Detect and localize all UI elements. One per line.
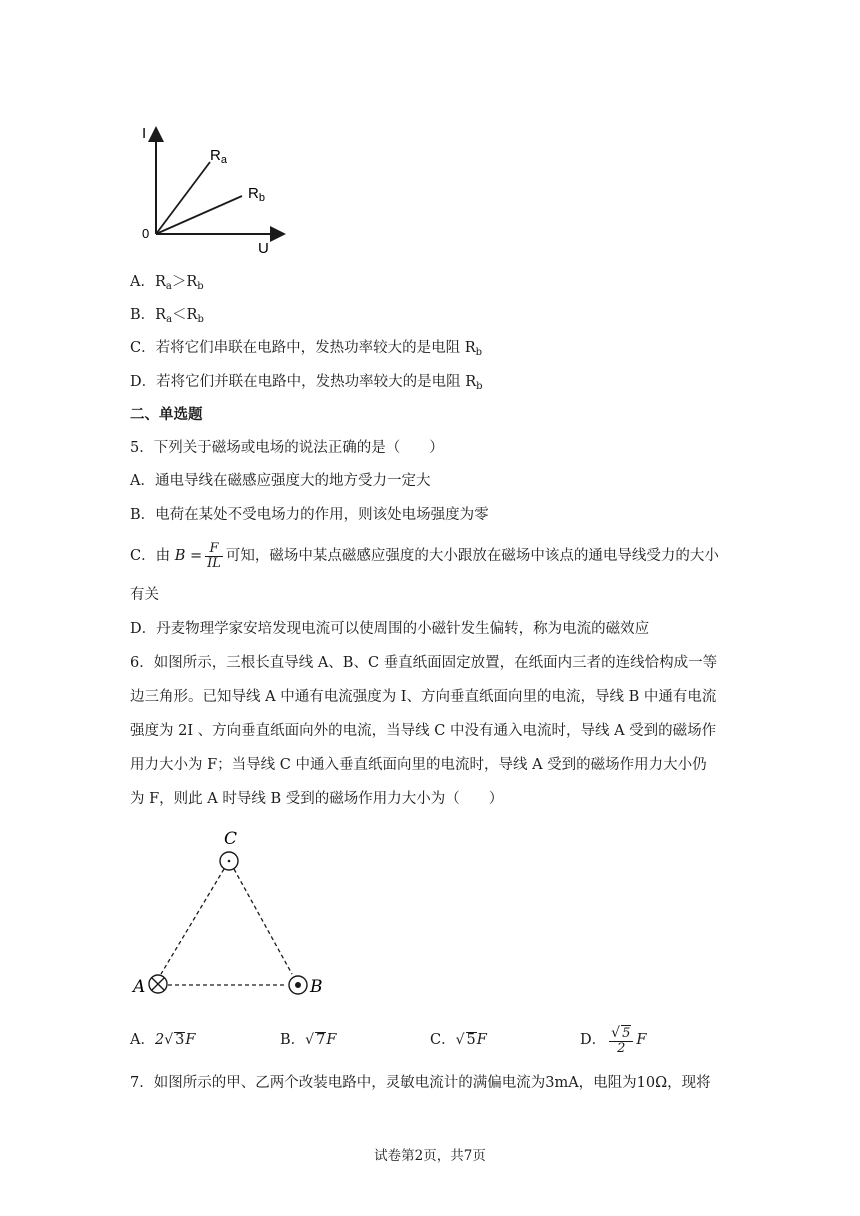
- q4-option-d: D．若将它们并联在电路中，发热功率较大的是电阻 $R_b$: [130, 374, 483, 392]
- section-heading: 二、单选题: [130, 406, 203, 423]
- origin-label: 0: [142, 226, 150, 241]
- wire-triangle-figure: [128, 822, 338, 1002]
- q6-line-1: 6．如图所示，三根长直导线 A、B、C 垂直纸面固定放置，在纸面内三者的连线恰构成一等: [130, 655, 718, 671]
- formula-fraction: $\frac{F}{IL}$: [207, 540, 221, 571]
- q5-option-a: A．通电导线在磁感应强度大的地方受力一定大: [130, 473, 431, 489]
- page-footer: 试卷第2页，共7页: [374, 1148, 486, 1164]
- q4-option-b: B．$R_a<R_b$: [130, 307, 204, 325]
- y-axis-label: I: [142, 125, 147, 142]
- q5-option-c: C．由 B = $\frac{F}{IL}$ 可知，磁场中某点磁感应强度的大小跟放在磁场中该点的通电导线受力的大小: [130, 540, 719, 571]
- q5-stem: 5．下列关于磁场或电场的说法正确的是（ ）: [130, 440, 444, 456]
- wire-b-out-icon: [289, 976, 307, 994]
- q4-option-a: A．$R_a>R_b$: [130, 274, 204, 292]
- iu-graph: [138, 120, 298, 260]
- q6-line-2: 边三角形。已知导线 A 中通有电流强度为 I、方向垂直纸面向里的电流，导线 B 中通有电流: [130, 689, 717, 705]
- line-ra: [156, 162, 210, 234]
- option-d-fraction: $\frac{√ 5}{2}$: [609, 1025, 633, 1056]
- label-b: B: [310, 977, 323, 997]
- q6-option-d: D． $\frac{√ 5}{2}$ F: [580, 1024, 647, 1056]
- ra-label: $R_a$: [210, 147, 227, 166]
- label-a: A: [133, 977, 146, 997]
- q6-option-a: A．2√ 3F: [130, 1032, 196, 1048]
- wire-a-into-icon: [149, 975, 167, 993]
- q4-option-c: C．若将它们串联在电路中，发热功率较大的是电阻 $R_b$: [130, 340, 483, 358]
- wire-c-out-icon: [220, 852, 238, 870]
- q5-option-b: B．电荷在某处不受电场力的作用，则该处电场强度为零: [130, 507, 489, 523]
- q6-option-c: C．√ 5F: [430, 1032, 487, 1048]
- x-axis-label: U: [258, 240, 269, 257]
- q7-line-1: 7．如图所示的甲、乙两个改装电路中，灵敏电流计的满偏电流为3mA，电阻为10Ω，现将: [130, 1075, 711, 1091]
- q6-line-5: 为 F，则此 A 时导线 B 受到的磁场作用力大小为（ ）: [130, 791, 504, 807]
- q5-option-d: D．丹麦物理学家安培发现电流可以使周围的小磁针发生偏转，称为电流的磁效应: [130, 621, 650, 637]
- line-rb: [156, 196, 242, 234]
- q6-line-3: 强度为 2I 、方向垂直纸面向外的电流，当导线 C 中没有通入电流时，导线 A 受到的磁场作: [130, 723, 717, 739]
- q6-option-b: B．√ 7F: [280, 1032, 337, 1048]
- q5-option-c-cont: 有关: [130, 587, 159, 603]
- label-c: C: [224, 829, 238, 849]
- rb-label: $R_b$: [248, 185, 265, 204]
- q6-line-4: 用力大小为 F；当导线 C 中通入垂直纸面向里的电流时，导线 A 受到的磁场作用力大小仍: [130, 757, 707, 773]
